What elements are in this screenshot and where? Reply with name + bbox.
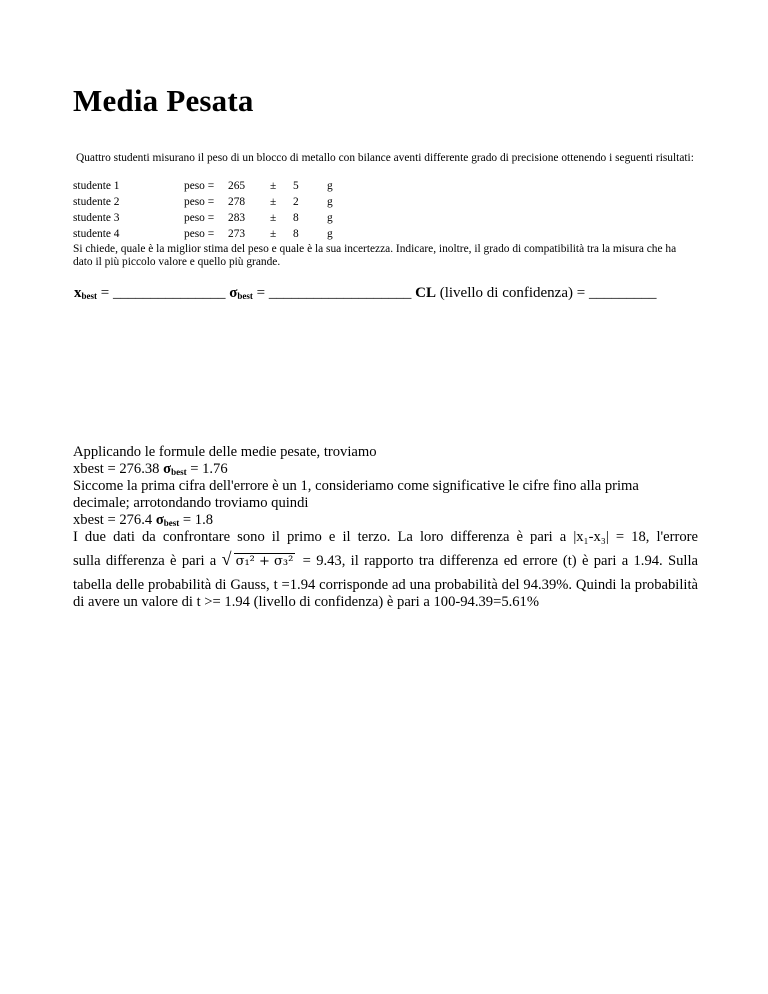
page-title: Media Pesata [73, 83, 254, 118]
peso-label: peso = [184, 180, 215, 192]
solution-line-1: Applicando le formule delle medie pesate, troviamo [73, 444, 377, 460]
solution-line-7: tabella delle probabilità di Gauss, t =1.94 corrisponde ad una probabilità del 94.39%. Quindi la probabilità di avere un valore di t >= 1.94 (livello di confidenza) è pari a 100-94.39=5.61% [73, 577, 698, 610]
xbest-value-rounded: xbest = 276.4 [73, 512, 156, 528]
student-name: studente 3 [73, 212, 120, 224]
sigma-symbol: σ [229, 285, 238, 301]
table-row [73, 228, 473, 241]
peso-value: 265 [228, 180, 246, 192]
solution-line-5: I due dati da confrontare sono il primo e il terzo. La loro differenza è pari a |x₁-x₃| = 18, l'errore [73, 529, 698, 545]
peso-value: 283 [228, 212, 246, 224]
peso-unit: g [327, 212, 333, 224]
cl-blank: (livello di confidenza) = _________ [435, 285, 657, 301]
sigma-symbol: σ [155, 512, 164, 528]
table-row [73, 212, 473, 225]
difference-error-label: sulla differenza è pari a [73, 553, 222, 569]
sqrt-formula [221, 549, 296, 570]
peso-label: peso = [184, 228, 215, 240]
plus-minus: ± [270, 180, 277, 192]
table-row [73, 180, 473, 193]
table-row [73, 196, 473, 209]
sqrt-expression: σ₁² + σ₃² [235, 554, 294, 569]
plus-minus: ± [270, 228, 277, 240]
difference-error-result: = 9.43, il rapporto tra differenza ed errore (t) è pari a 1.94. Sulla [297, 553, 698, 569]
student-name: studente 4 [73, 228, 120, 240]
problem-question: Si chiede, quale è la miglior stima del peso e quale è la sua incertezza. Indicare, inoltre, il grado di compatibilità tra la misura che ha dato il più piccolo valore e quello più grande. [73, 243, 677, 268]
peso-value: 278 [228, 196, 246, 208]
cl-label: CL [415, 285, 436, 301]
peso-unit: g [327, 180, 333, 192]
sqrt-icon: √ [221, 549, 232, 569]
peso-error: 5 [293, 180, 299, 192]
peso-unit: g [327, 196, 333, 208]
plus-minus: ± [270, 212, 277, 224]
x-blank: = _______________ [97, 285, 230, 301]
peso-label: peso = [184, 196, 215, 208]
answer-line [74, 285, 656, 302]
sigma-blank: = ___________________ [252, 285, 416, 301]
xbest-value: xbest = 276.38 [73, 461, 164, 477]
peso-unit: g [327, 228, 333, 240]
student-name: studente 2 [73, 196, 120, 208]
x-symbol: x [74, 285, 82, 301]
student-name: studente 1 [73, 180, 120, 192]
solution-line-3: Siccome la prima cifra dell'errore è un 1, consideriamo come significative le cifre fino alla prima decimale; arrotondando troviamo quindi [73, 478, 639, 511]
sigma-value: = 1.76 [186, 461, 228, 477]
peso-value: 273 [228, 228, 246, 240]
plus-minus: ± [270, 196, 277, 208]
peso-error: 8 [293, 212, 299, 224]
peso-label: peso = [184, 212, 215, 224]
problem-intro: Quattro studenti misurano il peso di un blocco di metallo con bilance aventi differente grado di precisione ottenendo i seguenti risultati: [76, 152, 694, 164]
sigma-symbol: σ [163, 461, 172, 477]
sigma-value-rounded: = 1.8 [179, 512, 214, 528]
solution-line-6 [73, 549, 698, 570]
sigma-subscript: best [163, 518, 180, 528]
x-subscript: best [81, 291, 97, 301]
peso-error: 8 [293, 228, 299, 240]
sigma-subscript: best [237, 291, 253, 301]
sigma-subscript: best [171, 467, 187, 477]
peso-error: 2 [293, 196, 299, 208]
